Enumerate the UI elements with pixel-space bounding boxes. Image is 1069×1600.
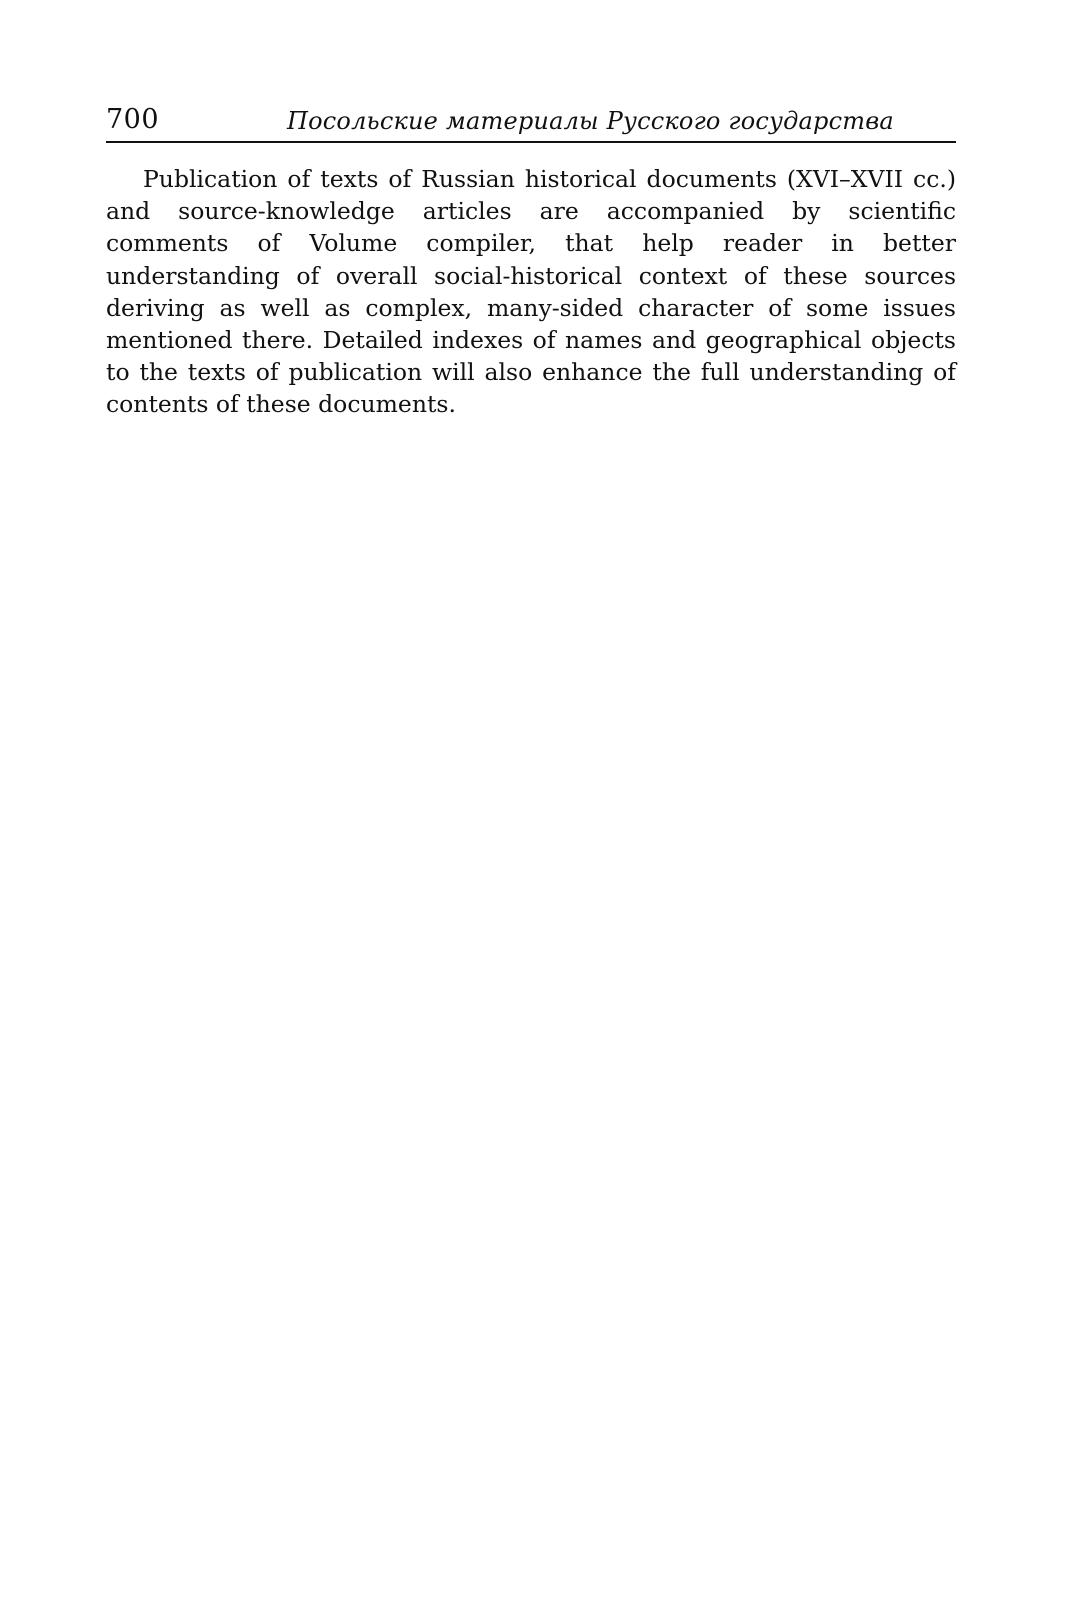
page-number: 700: [106, 104, 160, 135]
running-head: [106, 103, 956, 141]
summary-paragraph: Publication of texts of Russian historical documents (XVI–XVII cc.) and source-knowledge articles are accompanied by scientific comments of Volume compiler, that help reader in better understanding of overall social-historical context of these sources deriving as well as complex, many-sided character of some issues mentioned there. Detailed indexes of names and geographical objects to the texts of publication will also enhance the full understanding of contents of these documents.: [106, 165, 956, 419]
running-title: Посольские материалы Русского государства: [287, 107, 894, 135]
header-rule: [106, 141, 956, 143]
